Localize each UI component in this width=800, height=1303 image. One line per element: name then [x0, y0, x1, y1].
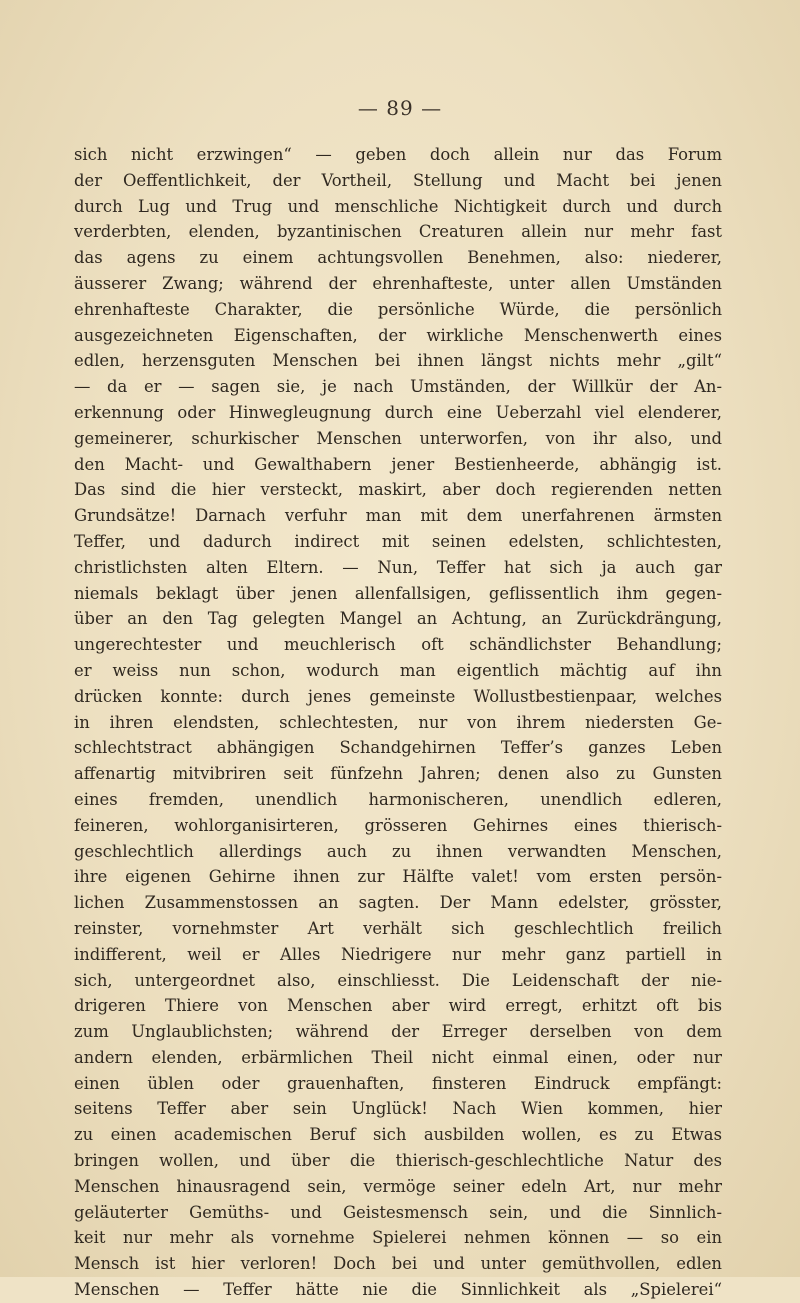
text-line: in ihren elendsten, schlechtesten, nur von ihrem niedersten Ge- [74, 712, 722, 732]
text-line: ausgezeichneten Eigenschaften, der wirkliche Menschenwerth eines [74, 325, 722, 345]
text-line: Teffer, und dadurch indirect mit seinen edelsten, schlichtesten, [74, 531, 722, 551]
text-line: ihre eigenen Gehirne ihnen zur Hälfte valet! vom ersten persön- [74, 867, 722, 887]
text-line: niemals beklagt über jenen allenfallsigen, geflissentlich ihm gegen- [74, 583, 722, 603]
text-line: er weiss nun schon, wodurch man eigentlich mächtig auf ihn [74, 660, 722, 680]
text-line: sich nicht erzwingen“ — geben doch allein nur das Forum [74, 145, 722, 164]
text-line: geläuterter Gemüths- und Geistesmensch sein, und die Sinnlich- [74, 1202, 722, 1222]
text-line: zum Unglaublichsten; während der Erreger derselben von dem [74, 1022, 722, 1042]
text-line: erkennung oder Hinwegleugnung durch eine Ueberzahl viel elenderer, [74, 402, 722, 422]
text-line: — da er — sagen sie, je nach Umständen, der Willkür der An- [74, 377, 722, 397]
text-line: drigeren Thiere von Menschen aber wird erregt, erhitzt oft bis [74, 996, 722, 1016]
text-line: geschlechtlich allerdings auch zu ihnen verwandten Menschen, [74, 841, 722, 861]
text-line: ungerechtester und meuchlerisch oft schändlichster Behandlung; [74, 635, 722, 655]
text-line: edlen, herzensguten Menschen bei ihnen längst nichts mehr „gilt“ [74, 351, 722, 371]
text-line: Das sind die hier versteckt, maskirt, aber doch regierenden netten [74, 480, 722, 500]
text-line: feineren, wohlorganisirteren, grösseren Gehirnes eines thierisch- [74, 815, 722, 835]
text-line: den Macht- und Gewalthabern jener Bestienheerde, abhängig ist. [74, 454, 722, 474]
text-line: sich, untergeordnet also, einschliesst. Die Leidenschaft der nie- [74, 970, 722, 990]
text-line: indifferent, weil er Alles Niedrigere nur mehr ganz partiell in [74, 944, 722, 964]
text-line: zu einen academischen Beruf sich ausbilden wollen, es zu Etwas [74, 1125, 722, 1145]
text-line: schlechtstract abhängigen Schandgehirnen Teffer’s ganzes Leben [74, 738, 722, 758]
text-line: affenartig mitvibriren seit fünfzehn Jahren; denen also zu Gunsten [74, 764, 722, 784]
body-text [74, 142, 722, 1303]
text-line: seitens Teffer aber sein Unglück! Nach Wien kommen, hier [74, 1099, 722, 1119]
text-line: einen üblen oder grauenhaften, finsteren Eindruck empfängt: [74, 1073, 722, 1093]
text-line: verderbten, elenden, byzantinischen Creaturen allein nur mehr fast [74, 222, 722, 242]
text-line: der Oeffentlichkeit, der Vortheil, Stellung und Macht bei jenen [74, 170, 722, 190]
text-line: lichen Zusammenstossen an sagten. Der Mann edelster, grösster, [74, 893, 722, 913]
text-line: christlichsten alten Eltern. — Nun, Teffer hat sich ja auch gar [74, 557, 722, 577]
text-line: Grundsätze! Darnach verfuhr man mit dem unerfahrenen ärmsten [74, 506, 722, 526]
text-line: drücken konnte: durch jenes gemeinste Wollustbestienpaar, welches [74, 686, 722, 706]
text-line: reinster, vornehmster Art verhält sich geschlechtlich freilich [74, 918, 722, 938]
text-line: äusserer Zwang; während der ehrenhafteste, unter allen Umständen [74, 273, 722, 293]
text-line: Mensch ist hier verloren! Doch bei und unter gemüthvollen, edlen [74, 1254, 722, 1274]
text-line: andern elenden, erbärmlichen Theil nicht einmal einen, oder nur [74, 1047, 722, 1067]
text-line: das agens zu einem achtungsvollen Benehmen, also: niederer, [74, 248, 722, 268]
text-line: keit nur mehr als vornehme Spielerei nehmen können — so ein [74, 1228, 722, 1248]
page-number: — 89 — [357, 96, 443, 120]
text-line: über an den Tag gelegten Mangel an Achtung, an Zurückdrängung, [74, 609, 722, 629]
text-line: Menschen — Teffer hätte nie die Sinnlichkeit als „Spielerei“ [74, 1280, 722, 1300]
text-line: bringen wollen, und über die thierisch-geschlechtliche Natur des [74, 1151, 722, 1171]
text-line: Menschen hinausragend sein, vermöge seiner edeln Art, nur mehr [74, 1176, 722, 1196]
text-line: eines fremden, unendlich harmonischeren, unendlich edleren, [74, 789, 722, 809]
text-line: durch Lug und Trug und menschliche Nichtigkeit durch und durch [74, 196, 722, 216]
text-line: ehrenhafteste Charakter, die persönliche Würde, die persönlich [74, 299, 722, 319]
text-line: gemeinerer, schurkischer Menschen unterworfen, von ihr also, und [74, 428, 722, 448]
